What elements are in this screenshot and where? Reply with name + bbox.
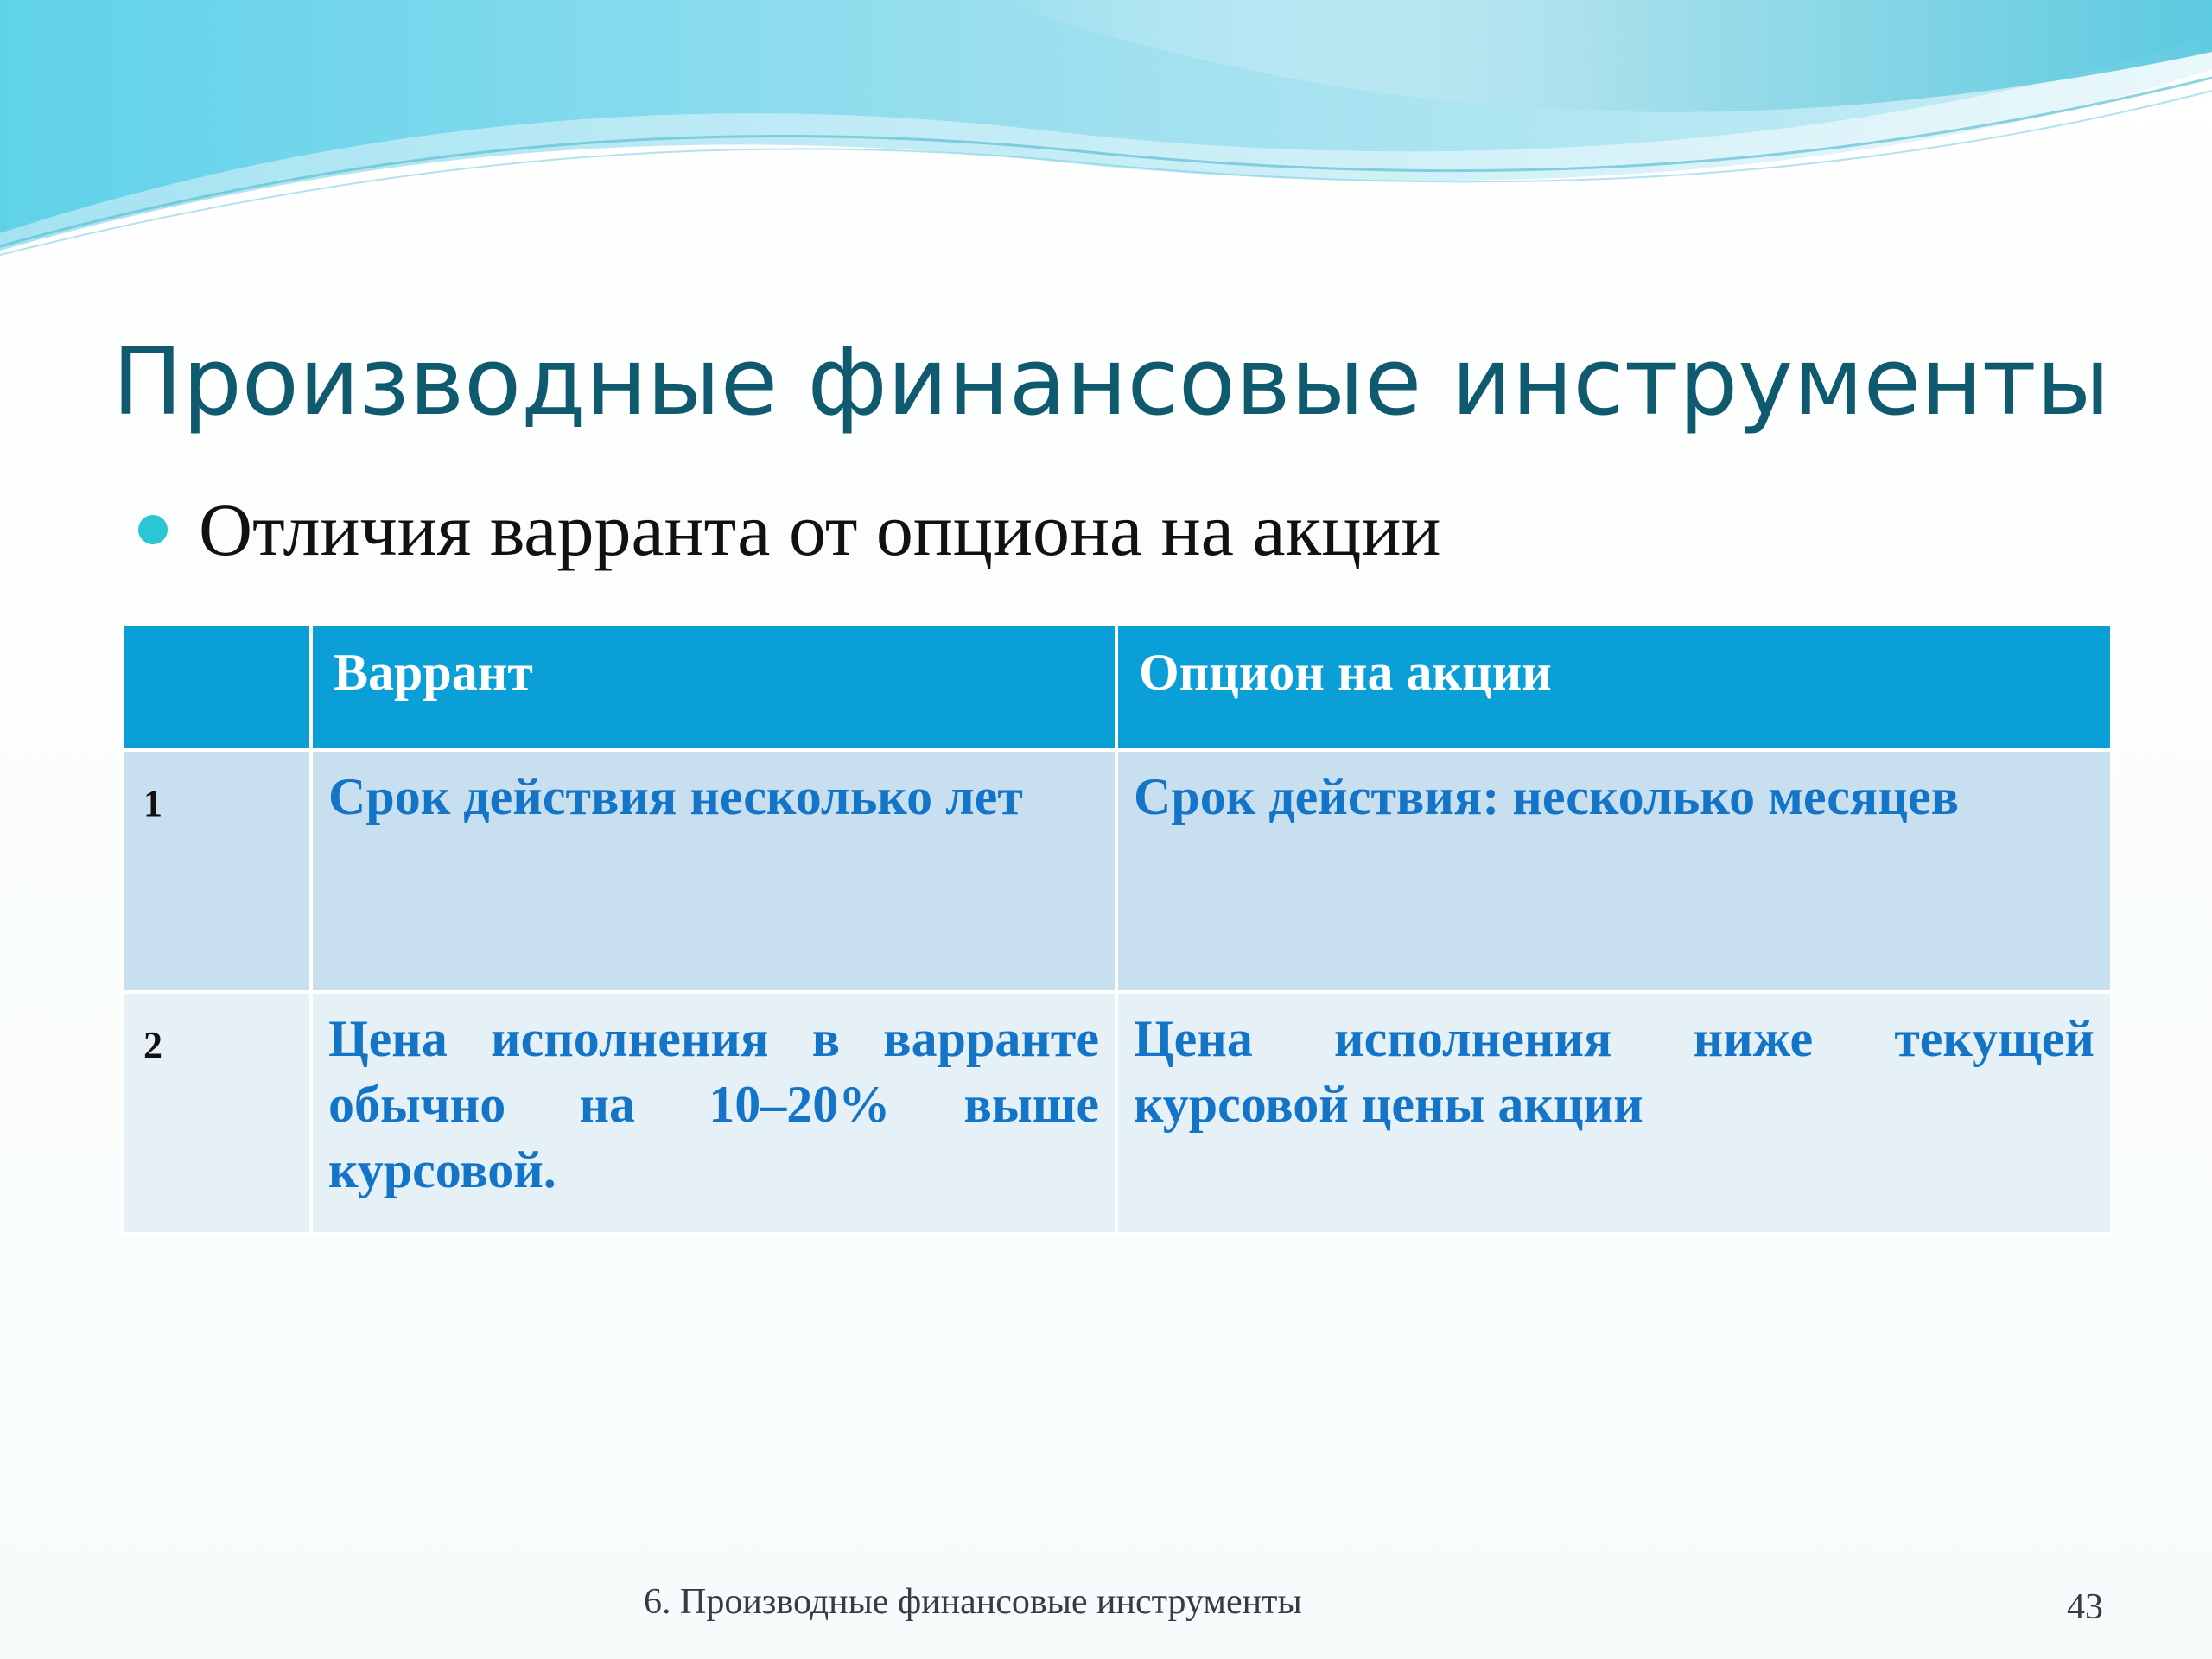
table-row (123, 750, 2112, 992)
table-row (123, 992, 2112, 1234)
bullet-text: Отличия варранта от опциона на акции (199, 488, 1441, 571)
header-cell-number (123, 624, 311, 750)
row-number: 2 (123, 992, 311, 1234)
warrant-cell: Срок действия несколько лет (311, 750, 1116, 992)
header-cell-warrant: Варрант (311, 624, 1116, 750)
bullet-dot-icon (138, 515, 168, 544)
header-cell-option: Опцион на акции (1116, 624, 2112, 750)
comparison-table (121, 622, 2113, 1236)
table-header-row (123, 624, 2112, 750)
slide-footer: 6. Производные финансовые инструменты (644, 1582, 1302, 1622)
row-number: 1 (123, 750, 311, 992)
slide-title: Производные финансовые инструменты (112, 328, 2110, 436)
option-cell: Срок действия: несколько месяцев (1116, 750, 2112, 992)
decorative-wave-banner (0, 0, 2212, 276)
option-cell: Цена исполнения ниже текущей курсовой цены акции (1116, 992, 2112, 1234)
bullet-item (138, 482, 1440, 577)
page-number: 43 (2067, 1587, 2103, 1627)
warrant-cell: Цена исполнения в варранте обычно на 10–20% выше курсовой. (311, 992, 1116, 1234)
